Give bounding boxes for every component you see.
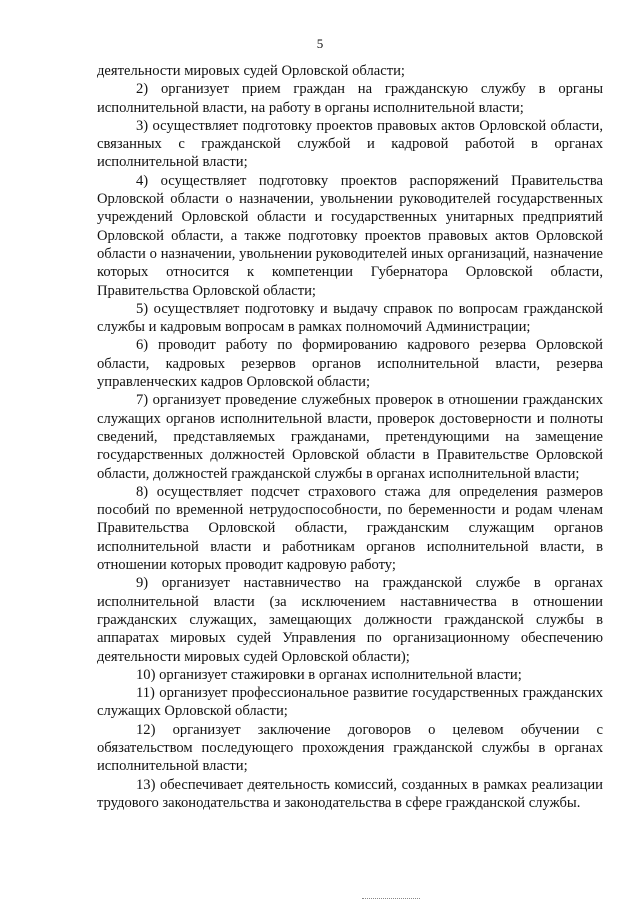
paragraph-item-8: 8) осуществляет подсчет страхового стажа для определения размеров пособий по временной нетрудоспособности, по беременности и родам членам Правительства Орловской области, гражданским служащим органов исполнительной власти и работникам органов исполнительной власти, в отношении которых проводит кадровую работу; xyxy=(97,483,603,574)
paragraph-item-10: 10) организует стажировки в органах исполнительной власти; xyxy=(136,666,522,683)
paragraph-item-12: 12) организует заключение договоров о целевом обучении с обязательством последующего прохождения гражданской службы в органах исполнительной власти; xyxy=(97,721,603,775)
paragraph-item-9: 9) организует наставничество на гражданской службе в органах исполнительной власти (за исключением наставничества в отношении гражданских служащих, замещающих должности гражданской службы в аппаратах мировых судей Управления по организационному обеспечению деятельности мировых судей Орловской области); xyxy=(97,575,603,665)
paragraph-item-2: 2) организует прием граждан на гражданскую службу в органы исполнительной власти, на работу в органы исполнительной власти; xyxy=(97,81,603,116)
paragraph-item-3: 3) осуществляет подготовку проектов правовых актов Орловской области, связанных с гражданской службой и кадровой работой в органах исполнительной власти; xyxy=(97,117,603,171)
paragraph-continuation: деятельности мировых судей Орловской области; xyxy=(97,63,405,79)
page-number: 5 xyxy=(316,36,324,51)
document-body xyxy=(97,62,603,812)
paragraph-item-11: 11) организует профессиональное развитие государственных гражданских служащих Орловской области; xyxy=(97,685,603,720)
paragraph-item-13: 13) обеспечивает деятельность комиссий, созданных в рамках реализации трудового законодательства и законодательства в сфере гражданской службы. xyxy=(97,776,603,811)
paragraph-item-6: 6) проводит работу по формированию кадрового резерва Орловской области, кадровых резервов органов исполнительной власти, резерва управленческих кадров Орловской области; xyxy=(97,337,603,391)
scan-artifact-line xyxy=(362,898,420,899)
paragraph-item-5: 5) осуществляет подготовку и выдачу справок по вопросам гражданской службы и кадровым вопросам в рамках полномочий Администрации; xyxy=(97,300,603,336)
paragraph-item-4: 4) осуществляет подготовку проектов распоряжений Правительства Орловской области о назначении, увольнении руководителей государственных учреждений Орловской области и государственных унитарных предприятий Орловской области, а также подготовку проектов правовых актов Орловской области о назначении, увольнении руководителей иных организаций, назначение которых относится к компетенции Губернатора Орловской области, Правительства Орловской области; xyxy=(97,172,603,299)
paragraph-item-7: 7) организует проведение служебных проверок в отношении гражданских служащих органов исполнительной власти, проверок достоверности и полноты сведений, представляемых гражданами, претендующими на замещение государственных должностей Орловской области в Правительстве Орловской области, должностей гражданской службы в органах исполнительной власти; xyxy=(97,392,603,482)
